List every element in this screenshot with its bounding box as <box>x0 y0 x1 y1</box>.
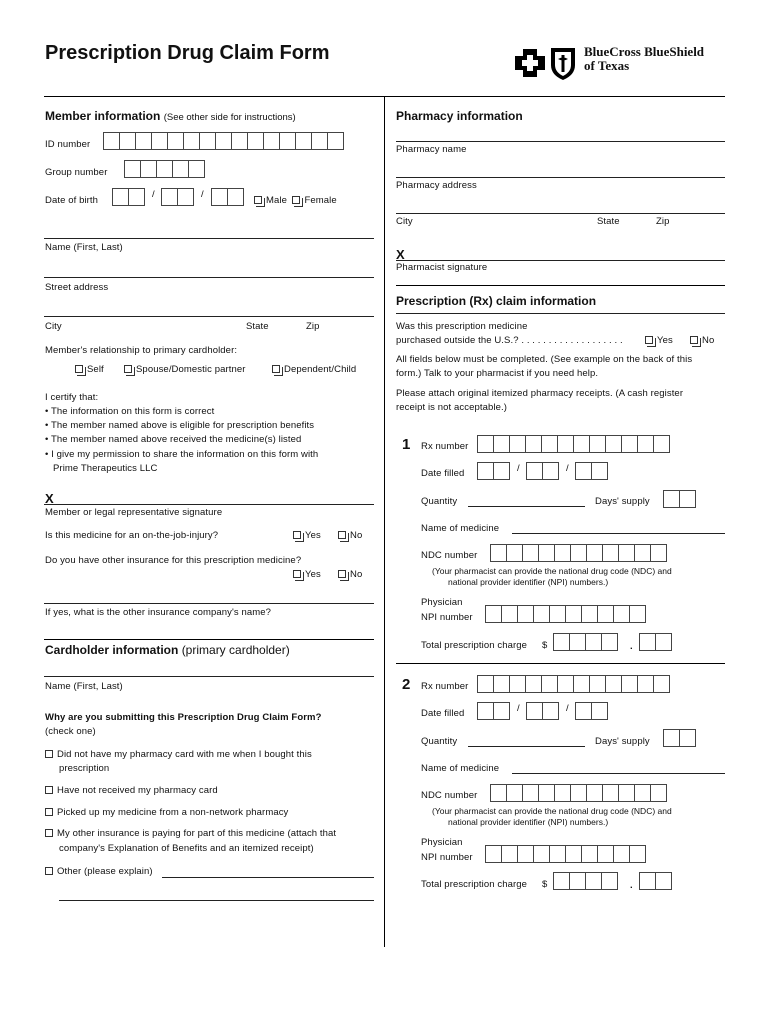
zip-label: Zip <box>306 321 320 332</box>
relationship-dependent: Dependent/Child <box>272 364 356 375</box>
certify-intro: I certify that: <box>45 392 99 403</box>
leader-dots: . . . . . . . . . . . . . . . . . . . <box>521 335 623 346</box>
outside-us-no: No <box>690 335 714 346</box>
cross-icon <box>515 49 545 77</box>
rx-heading-rule <box>396 313 725 314</box>
rx-1-ndc-boxes[interactable] <box>490 544 666 562</box>
cardholder-name-line[interactable] <box>44 676 374 677</box>
outside-us-question-1: Was this prescription medicine <box>396 321 528 332</box>
injury-yes-checkbox[interactable] <box>293 531 301 539</box>
why-question: Why are you submitting this Prescription Drug Claim Form? <box>45 712 322 723</box>
injury-no-checkbox[interactable] <box>338 531 346 539</box>
npi-label: NPI number <box>421 612 473 623</box>
city-label: City <box>45 321 62 332</box>
other-explain-line-2[interactable] <box>59 900 374 901</box>
reason-1b: prescription <box>59 763 110 774</box>
reason-3: Picked up my medicine from a non-network pharmacy <box>45 807 288 818</box>
state-label: State <box>246 321 269 332</box>
name-line[interactable] <box>44 238 374 239</box>
rx-2-npi-boxes[interactable] <box>485 845 645 863</box>
rx-2-charge-dollars[interactable] <box>553 872 617 890</box>
rx-1-days-boxes[interactable] <box>663 490 695 508</box>
pharmacist-signature-line[interactable] <box>396 260 725 261</box>
rx-2-date-slash-2: / <box>566 703 569 714</box>
other-ins-yes-checkbox[interactable] <box>293 570 301 578</box>
rx-2-date-day[interactable] <box>526 702 558 720</box>
rx-entry-divider <box>396 663 725 664</box>
member-info-heading: Member information (See other side for instructions) <box>45 109 296 123</box>
dob-slash-1: / <box>152 189 155 200</box>
id-number-boxes[interactable] <box>103 132 343 150</box>
dob-label: Date of birth <box>45 195 99 206</box>
gender-options <box>254 195 337 206</box>
rx-1-date-slash-2: / <box>566 463 569 474</box>
pharmacy-address-line[interactable] <box>396 177 725 178</box>
group-number-boxes[interactable] <box>124 160 204 178</box>
cardholder-heading: Cardholder information (primary cardholder) <box>45 643 290 657</box>
outside-yes-checkbox[interactable] <box>645 336 653 344</box>
rx-heading: Prescription (Rx) claim information <box>396 294 597 308</box>
medicine-label: Name of medicine <box>421 523 500 534</box>
reason-1-checkbox[interactable] <box>45 750 53 758</box>
check-one: (check one) <box>45 726 96 737</box>
dob-year-boxes[interactable] <box>211 188 243 206</box>
rx-2-ndc-note-b: national provider identifier (NPI) numbers.) <box>448 817 609 827</box>
ndc-note-a: (Your pharmacist can provide the national drug code (NDC) and <box>432 566 672 576</box>
charge-label: Total prescription charge <box>421 640 527 651</box>
pharmacy-state-label: State <box>597 216 620 227</box>
rx-2-ndc-note-a: (Your pharmacist can provide the national drug code (NDC) and <box>432 806 672 816</box>
reason-1: Did not have my pharmacy card with me when I bought this <box>45 749 312 760</box>
ndc-label: NDC number <box>421 550 478 561</box>
member-name-label: Name (First, Last) <box>45 242 123 253</box>
dob-day-boxes[interactable] <box>161 188 193 206</box>
rx-2-ndc-boxes[interactable] <box>490 784 666 802</box>
female-checkbox[interactable] <box>292 196 300 204</box>
reason-5-checkbox[interactable] <box>45 867 53 875</box>
rx-1-decimal: . <box>630 641 633 652</box>
rx-2-number-label: Rx number <box>421 681 469 692</box>
rx-2-days-boxes[interactable] <box>663 729 695 747</box>
rx-1-dollar: $ <box>542 640 548 651</box>
rx-1-npi-boxes[interactable] <box>485 605 645 623</box>
rx-entry-2-number: 2 <box>402 676 411 693</box>
dependent-checkbox[interactable] <box>272 365 280 373</box>
rx-2-charge-cents[interactable] <box>639 872 671 890</box>
relationship-spouse: Spouse/Domestic partner <box>124 364 246 375</box>
street-label: Street address <box>45 282 109 293</box>
id-number-label: ID number <box>45 139 91 150</box>
pharmacy-name-line[interactable] <box>396 141 725 142</box>
rx-note-1b: form.) Talk to your pharmacist if you need help. <box>396 368 599 379</box>
outside-us-question-2: purchased outside the U.S.? . . . . . . . . . . . . . . . . . . . <box>396 335 623 346</box>
rx-2-medicine-line[interactable] <box>512 773 725 774</box>
brand-logo <box>514 45 578 81</box>
rx-2-date-month[interactable] <box>477 702 509 720</box>
rx-1-medicine-line[interactable] <box>512 533 725 534</box>
rx-entry-1-number: 1 <box>402 436 411 453</box>
rx-1-date-slash-1: / <box>517 463 520 474</box>
relationship-label: Member's relationship to primary cardholder: <box>45 345 238 356</box>
shield-icon <box>551 48 575 80</box>
pharmacy-zip-label: Zip <box>656 216 670 227</box>
certify-item-2: • The member named above is eligible for prescription benefits <box>45 420 315 431</box>
pharmacist-signature-label: Pharmacist signature <box>396 262 488 273</box>
rx-2-date-year[interactable] <box>575 702 607 720</box>
pharmacy-address-label: Pharmacy address <box>396 180 477 191</box>
page-title: Prescription Drug Claim Form <box>45 42 330 64</box>
rx-2-date-slash-1: / <box>517 703 520 714</box>
dob-month-boxes[interactable] <box>112 188 144 206</box>
female-label: Female <box>304 195 337 206</box>
brand-line-2: of Texas <box>584 58 630 73</box>
outside-us-yes: Yes <box>645 335 673 346</box>
reason-4: My other insurance is paying for part of this medicine (attach that <box>45 828 336 839</box>
date-filled-label: Date filled <box>421 468 465 479</box>
rx-2-quantity-label: Quantity <box>421 736 458 747</box>
brand-name <box>584 45 704 73</box>
reason-2-checkbox[interactable] <box>45 786 53 794</box>
pharmacy-heading: Pharmacy information <box>396 109 523 123</box>
rx-1-charge-cents[interactable] <box>639 633 671 651</box>
rx-2-days-supply-label: Days' supply <box>595 736 650 747</box>
pharmacy-city-label: City <box>396 216 413 227</box>
spouse-checkbox[interactable] <box>124 365 132 373</box>
rx-2-dollar: $ <box>542 879 548 890</box>
other-insurance-no: No <box>338 569 362 580</box>
rx-2-charge-label: Total prescription charge <box>421 879 527 890</box>
cardholder-rule <box>44 639 374 640</box>
certify-item-4b: Prime Therapeutics LLC <box>53 463 158 474</box>
reason-3-checkbox[interactable] <box>45 808 53 816</box>
rx-rule <box>396 285 725 286</box>
certify-item-4: • I give my permission to share the information on this form with <box>45 449 319 460</box>
rx-note-1a: All fields below must be completed. (See example on the back of this <box>396 354 693 365</box>
rx-1-charge-dollars[interactable] <box>553 633 617 651</box>
cardholder-name-label: Name (First, Last) <box>45 681 123 692</box>
member-signature-label: Member or legal representative signature <box>45 507 223 518</box>
rx-2-physician-label: Physician <box>421 837 463 848</box>
pharmacist-signature-x: X <box>396 247 405 262</box>
rx-2-date-filled-label: Date filled <box>421 708 465 719</box>
pharmacy-name-label: Pharmacy name <box>396 144 467 155</box>
rx-1-quantity-line[interactable] <box>468 506 585 507</box>
rx-2-npi-label: NPI number <box>421 852 473 863</box>
rx-1-date-day[interactable] <box>526 462 558 480</box>
reason-4-checkbox[interactable] <box>45 829 53 837</box>
other-insurance-question: Do you have other insurance for this prescription medicine? <box>45 555 302 566</box>
brand-line-1: BlueCross BlueShield <box>584 44 705 59</box>
injury-question: Is this medicine for an on-the-job-injury? <box>45 530 219 541</box>
other-ins-no-checkbox[interactable] <box>338 570 346 578</box>
rx-number-label: Rx number <box>421 441 469 452</box>
ndc-note-b: national provider identifier (NPI) numbers.) <box>448 577 609 587</box>
member-signature-x: X <box>45 491 54 506</box>
male-checkbox[interactable] <box>254 196 262 204</box>
street-line[interactable] <box>44 277 374 278</box>
injury-yes: Yes <box>293 530 321 541</box>
other-insurance-line[interactable] <box>44 603 374 604</box>
member-signature-line[interactable] <box>44 504 374 505</box>
other-insurance-yes: Yes <box>293 569 321 580</box>
reason-5: Other (please explain) <box>45 866 153 877</box>
dob-slash-2: / <box>201 189 204 200</box>
certify-item-3: • The member named above received the medicine(s) listed <box>45 434 302 445</box>
other-explain-line-1[interactable] <box>162 877 374 878</box>
rx-2-medicine-label: Name of medicine <box>421 763 500 774</box>
outside-no-checkbox[interactable] <box>690 336 698 344</box>
physician-label: Physician <box>421 597 463 608</box>
city-line[interactable] <box>44 316 374 317</box>
group-number-label: Group number <box>45 167 108 178</box>
injury-no: No <box>338 530 362 541</box>
days-supply-label: Days' supply <box>595 496 650 507</box>
rx-1-number-boxes[interactable] <box>477 435 669 453</box>
other-insurance-name-question: If yes, what is the other insurance company's name? <box>45 607 272 618</box>
pharmacy-city-line[interactable] <box>396 213 725 214</box>
reason-2: Have not received my pharmacy card <box>45 785 218 796</box>
self-checkbox[interactable] <box>75 365 83 373</box>
quantity-label: Quantity <box>421 496 458 507</box>
reason-4b: company's Explanation of Benefits and an itemized receipt) <box>59 843 314 854</box>
rx-1-date-month[interactable] <box>477 462 509 480</box>
rx-2-decimal: . <box>630 880 633 891</box>
rx-2-quantity-line[interactable] <box>468 746 585 747</box>
rx-2-number-boxes[interactable] <box>477 675 669 693</box>
column-divider <box>384 97 385 947</box>
rx-note-2a: Please attach original itemized pharmacy receipts. (A cash register <box>396 388 684 399</box>
rx-1-date-year[interactable] <box>575 462 607 480</box>
rx-2-ndc-label: NDC number <box>421 790 478 801</box>
male-label: Male <box>266 195 287 206</box>
certify-item-1: • The information on this form is correct <box>45 406 215 417</box>
rx-note-2b: receipt is not acceptable.) <box>396 402 507 413</box>
relationship-self: Self <box>75 364 104 375</box>
